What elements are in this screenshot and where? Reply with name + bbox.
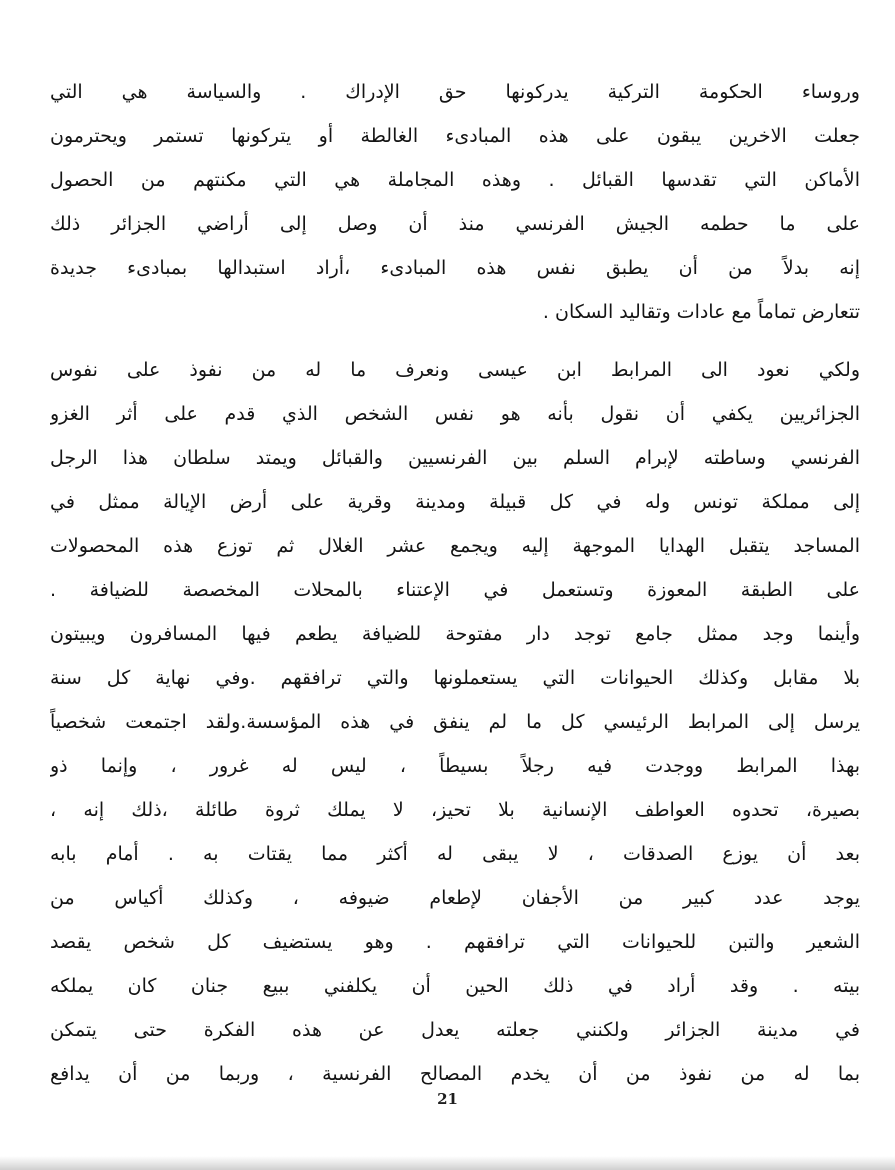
text-line: وروساء الحكومة التركية يدركونها حق الإدراك . والسياسة هي التي	[50, 81, 860, 103]
text-line: الجزائريين يكفي أن نقول بأنه هو نفس الشخص الذي قدم على أثر الغزو	[50, 403, 860, 425]
text-line: وأينما وجد ممثل جامع توجد دار مفتوحة للضيافة يطعم فيها المسافرون ويبيتون	[50, 623, 860, 645]
text-line: المساجد يتقبل الهدايا الموجهة إليه ويجمع عشر الغلال ثم توزع هذه المحصولات	[50, 535, 860, 557]
text-line: الشعير والتبن للحيوانات التي ترافقهم . وهو يستضيف كل شخص يقصد	[50, 931, 860, 953]
text-line: بلا مقابل وكذلك الحيوانات التي يستعملونها والتي ترافقهم .وفي نهاية كل سنة	[50, 667, 860, 689]
text-line: في مدينة الجزائر ولكنني جعلته يعدل عن هذه الفكرة حتى يتمكن	[50, 1019, 860, 1041]
paragraph-1	[50, 70, 860, 334]
text-line: على الطبقة المعوزة وتستعمل في الإعتناء بالمحلات المخصصة للضيافة .	[50, 579, 860, 601]
page-number: 21	[437, 1090, 458, 1108]
paragraph-2	[50, 348, 860, 1096]
text-line: يرسل إلى المرابط الرئيسي كل ما لم ينفق في هذه المؤسسة.ولقد اجتمعت شخصياً	[50, 711, 860, 733]
text-line: بيته . وقد أراد في ذلك الحين أن يكلفني ببيع جنان كان يملكه	[50, 975, 860, 997]
text-line: جعلت الاخرين يبقون على هذه المبادىء الغالطة أو يتركونها تستمر ويحترمون	[50, 125, 860, 147]
scan-edge-shadow	[0, 1156, 895, 1170]
text-line: الفرنسي وساطته لإبرام السلم بين الفرنسيين والقبائل ويمتد سلطان هذا الرجل	[50, 447, 860, 469]
text-line: ولكي نعود الى المرابط ابن عيسى ونعرف ما له من نفوذ على نفوس	[50, 359, 860, 381]
text-line: يوجد عدد كبير من الأجفان لإطعام ضيوفه ، وكذلك أكياس من	[50, 887, 860, 909]
text-line: بما له من نفوذ من أن يخدم المصالح الفرنسية ، وربما من أن يدافع	[50, 1063, 860, 1085]
text-line: إلى مملكة تونس وله في كل قبيلة ومدينة وقرية على أرض الإيالة ممثل في	[50, 491, 860, 513]
text-line: بصيرة، تحدوه العواطف الإنسانية بلا تحيز، لا يملك ثروة طائلة ،ذلك إنه ،	[50, 799, 860, 821]
text-line: بعد أن يوزع الصدقات ، لا يبقى له أكثر مما يقتات به . أمام بابه	[50, 843, 860, 865]
text-line: على ما حطمه الجيش الفرنسي منذ أن وصل إلى أراضي الجزائر ذلك	[50, 213, 860, 235]
text-line: بهذا المرابط ووجدت فيه رجلاً بسيطاً ، ليس له غرور ، وإنما ذو	[50, 755, 860, 777]
text-line: إنه بدلاً من أن يطبق نفس هذه المبادىء ،أراد استبدالها بمبادىء جديدة	[50, 257, 860, 279]
text-line: تتعارض تماماً مع عادات وتقاليد السكان .	[542, 301, 860, 323]
text-line: الأماكن التي تقدسها القبائل . وهذه المجاملة هي التي مكنتهم من الحصول	[50, 169, 860, 191]
